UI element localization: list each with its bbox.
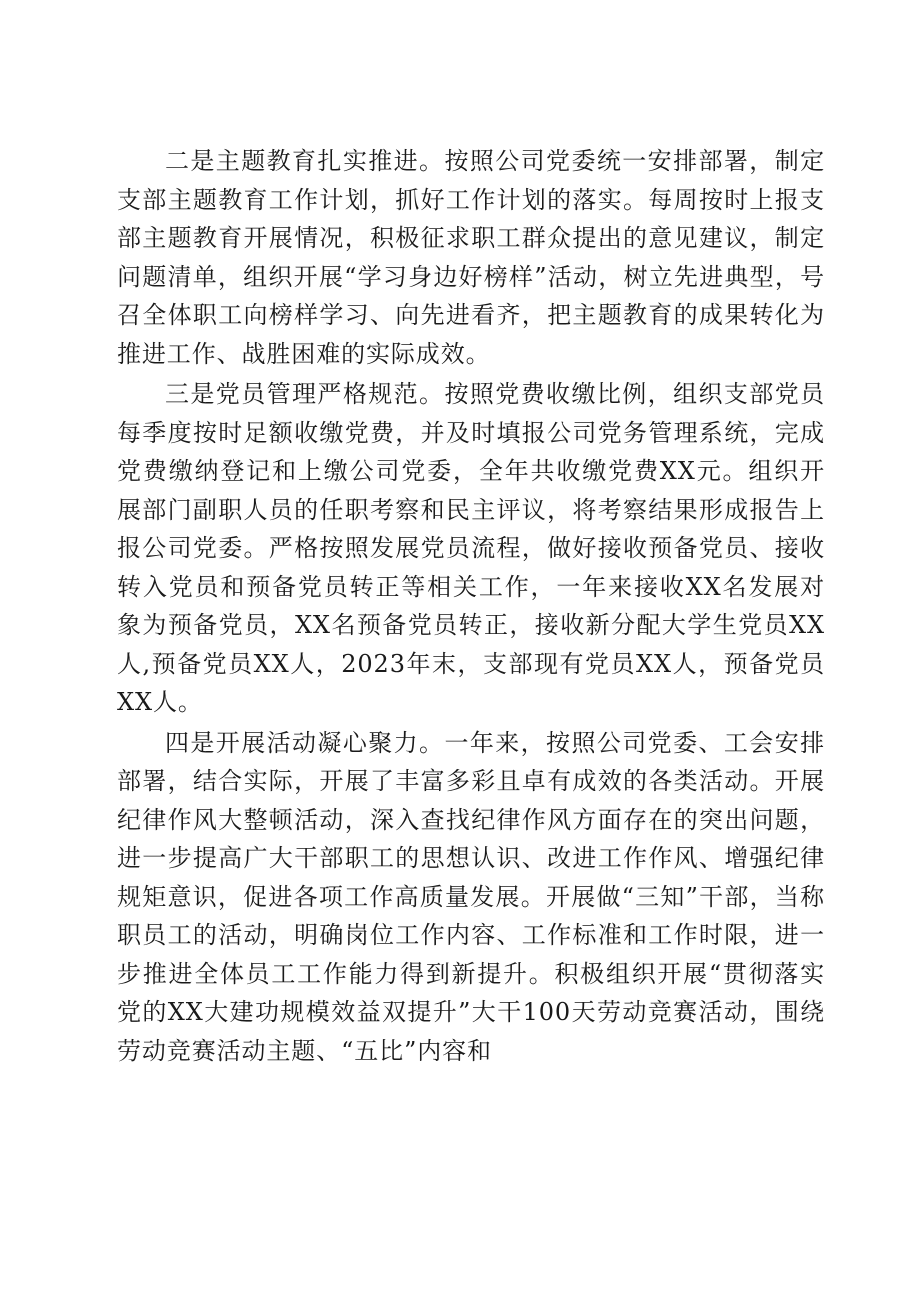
paragraph-activities: 四是开展活动凝心聚力。一年来，按照公司党委、工会安排部署，结合实际，开展了丰富多彩且卓有成效的各类活动。开展纪律作风大整顿活动，深入查找纪律作风方面存在的突出问题，进一步提高广大干部职工的思想认识、改进工作作风、增强纪律规矩意识，促进各项工作高质量发展。开展做“三知”干部，当称职员工的活动，明确岗位工作内容、工作标准和工作时限，进一步推进全体员工工作能力得到新提升。积极组织开展“贯彻落实党的XX大建功规模效益双提升”大干100天劳动竞赛活动，围绕劳动竞赛活动主题、“五比”内容和 [117,728,825,1065]
document-body [117,142,825,1072]
paragraph-member-management: 三是党员管理严格规范。按照党费收缴比例，组织支部党员每季度按时足额收缴党费，并及时填报公司党务管理系统，完成党费缴纳登记和上缴公司党委，全年共收缴党费XX元。组织开展部门副职人员的任职考察和民主评议，将考察结果形成报告上报公司党委。严格按照发展党员流程，做好接收预备党员、接收转入党员和预备党员转正等相关工作，一年来接收XX名发展对象为预备党员，XX名预备党员转正，接收新分配大学生党员XX人,预备党员XX人，2023年末，支部现有党员XX人，预备党员XX人。 [117,380,825,716]
paragraph-theme-education: 二是主题教育扎实推进。按照公司党委统一安排部署，制定支部主题教育工作计划，抓好工作计划的落实。每周按时上报支部主题教育开展情况，积极征求职工群众提出的意见建议，制定问题清单，组织开展“学习身边好榜样”活动，树立先进典型，号召全体职工向榜样学习、向先进看齐，把主题教育的成果转化为推进工作、战胜困难的实际成效。 [117,147,825,368]
